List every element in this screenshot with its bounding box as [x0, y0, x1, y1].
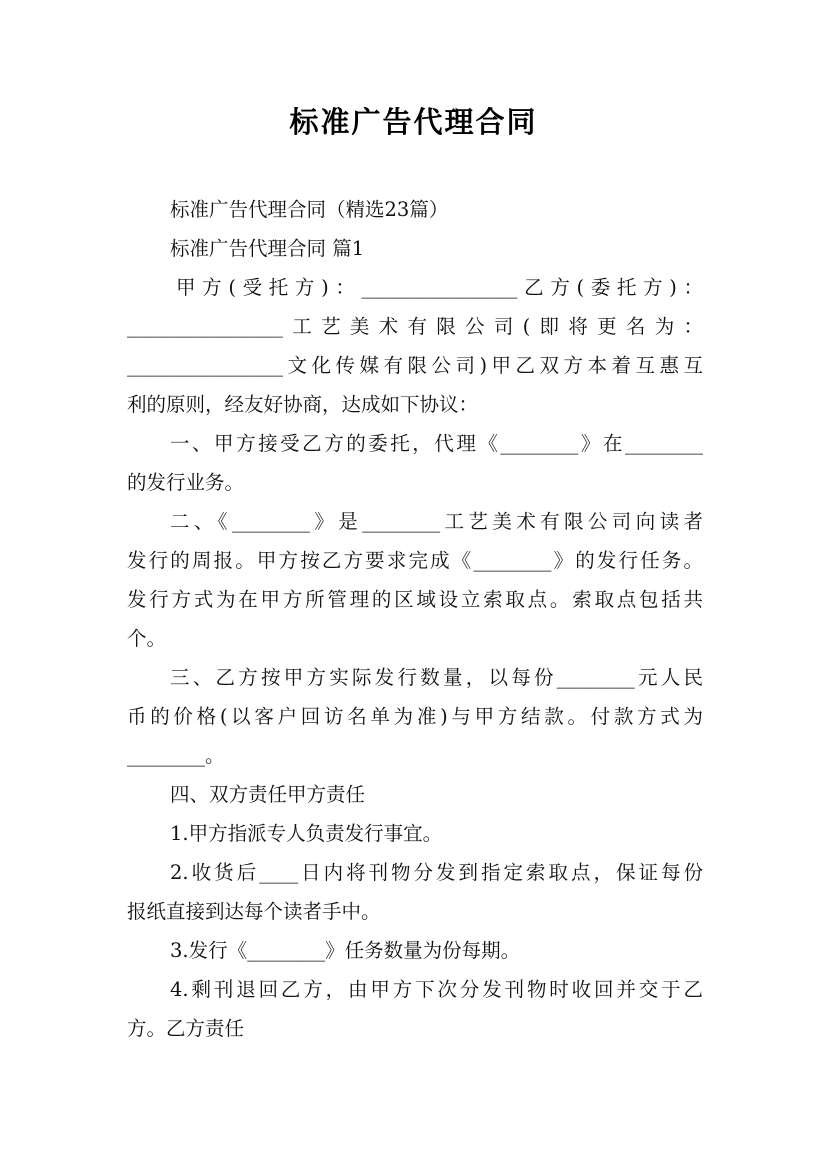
paragraph-line: 3.发行《________》任务数量为份每期。 [170, 939, 521, 962]
paragraph-line: 个。 [127, 627, 167, 650]
paragraph-line: 4.剩刊退回乙方，由甲方下次分发刊物时收回并交于乙 [170, 978, 703, 1001]
paragraph-line: 标准广告代理合同（精选23篇） [170, 198, 449, 221]
paragraph-line: 发行的周报。甲方按乙方要求完成《________》的发行任务。 [127, 549, 703, 572]
paragraph-line: 报纸直接到达每个读者手中。 [127, 900, 381, 923]
paragraph-line: 1.甲方指派专人负责发行事宜。 [170, 822, 443, 845]
paragraph-line: 三、乙方按甲方实际发行数量，以每份________元人民 [170, 666, 703, 689]
paragraph-line: 币的价格(以客户回访名单为准)与甲方结款。付款方式为 [127, 705, 703, 728]
paragraph-line: 2.收货后____日内将刊物分发到指定索取点，保证每份 [170, 861, 703, 884]
paragraph-line: ________________工艺美术有限公司(即将更名为： [127, 315, 703, 338]
paragraph-line: 发行方式为在甲方所管理的区域设立索取点。索取点包括共 [127, 588, 703, 611]
paragraph-line: 二、《________》是________工艺美术有限公司向读者 [170, 510, 703, 533]
paragraph-line: 方。乙方责任 [127, 1017, 245, 1040]
document-title: 标准广告代理合同 [289, 105, 538, 139]
paragraph-line: ________________文化传媒有限公司)甲乙双方本着互惠互 [127, 354, 703, 377]
paragraph-line: 标准广告代理合同 篇1 [170, 237, 365, 260]
paragraph-line: 的发行业务。 [127, 471, 245, 494]
paragraph-line: 利的原则，经友好协商，达成如下协议： [127, 393, 479, 416]
paragraph-line: 甲方(受托方)：________________乙方(委托方)： [176, 276, 703, 299]
paragraph-line: 四、双方责任甲方责任 [170, 783, 366, 806]
paragraph-line: 一、甲方接受乙方的委托，代理《________》在________ [170, 432, 703, 455]
paragraph-line: ________。 [127, 744, 225, 767]
